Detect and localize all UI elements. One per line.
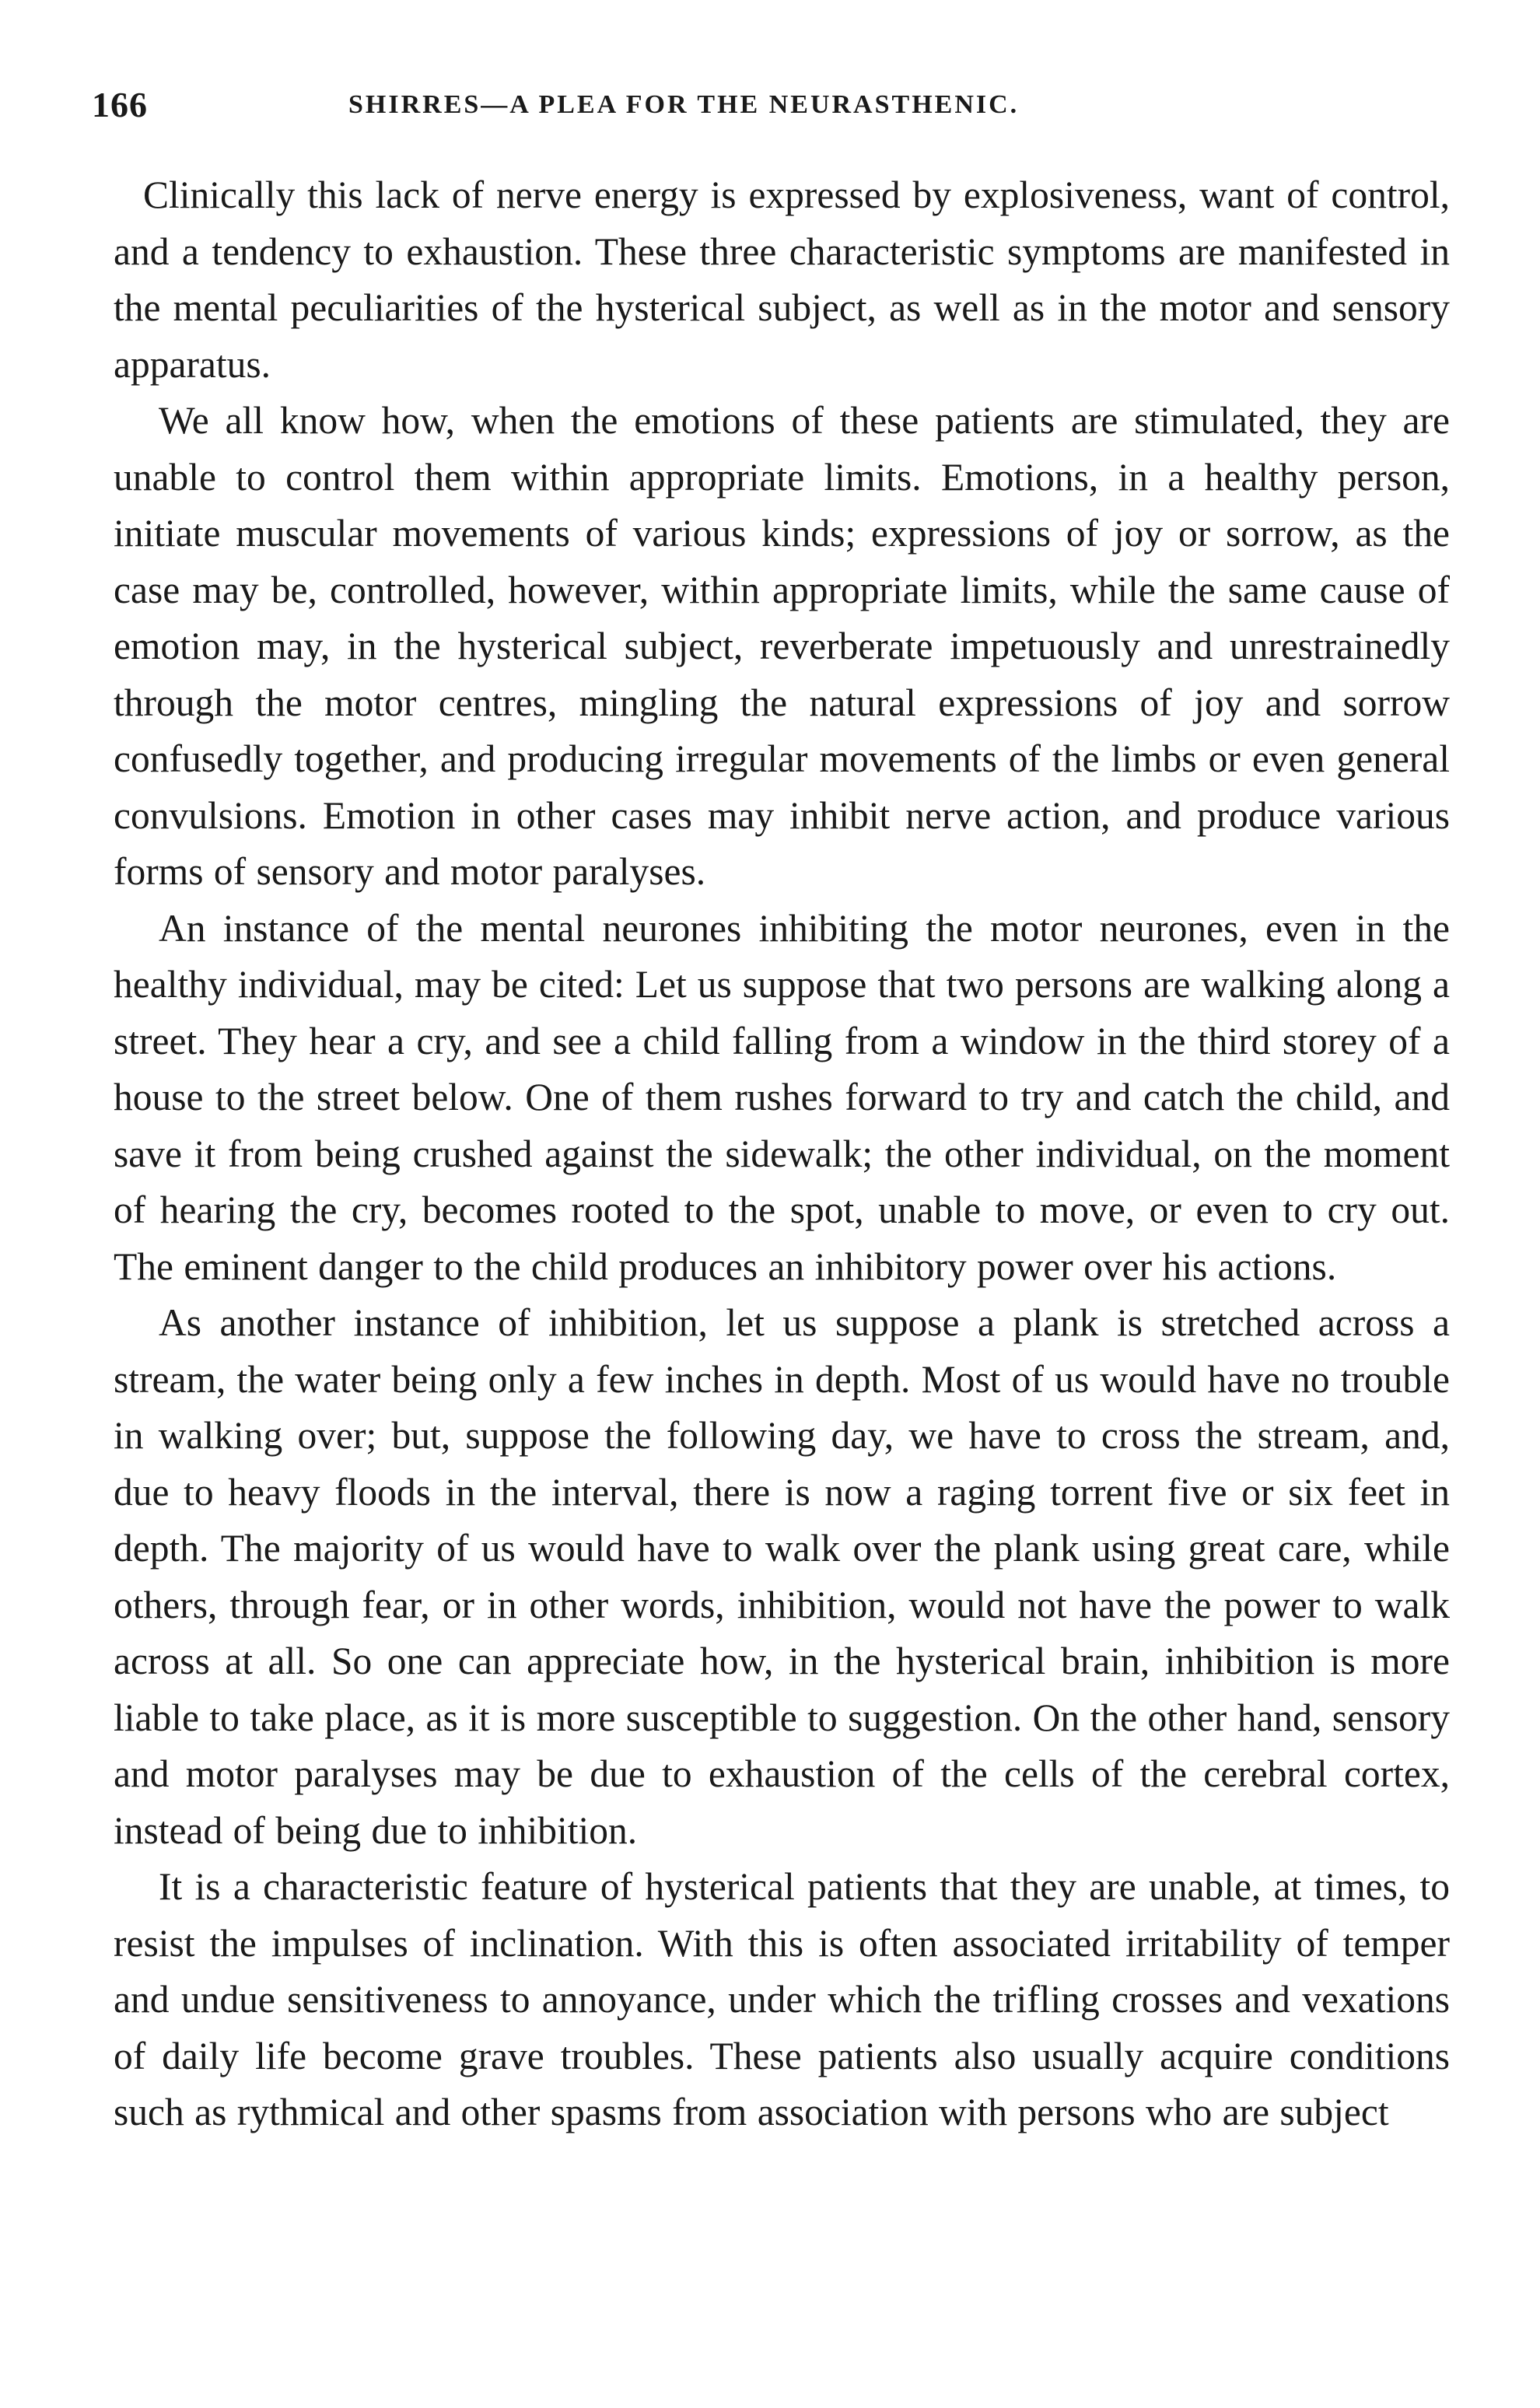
paragraph-inhibition-instance: As another instance of inhibition, let us suppose a plank is stretched across a stream, the water being only a few inches in depth. Most of us would have no trouble in walking over; but, suppose the following day, we have to cross the stream, and, due to heavy floods in the interval, there is now a raging torrent five or six feet in depth. The majority of us would have to walk over the plank using great care, while others, through fear, or in other words, inhibition, would not have the power to walk across at all. So one can appreciate how, in the hysterical brain, inhibition is more liable to take place, as it is more susceptible to suggestion. On the other hand, sensory and motor paralyses may be due to exhaustion of the cells of the cerebral cortex, instead of being due to inhibition. xyxy=(114,1301,1450,1852)
paragraph-clinical-symptoms: Clinically this lack of nerve energy is expressed by explosiveness, want of control, and a tendency to exhaustion. These three characteristic symptoms are manifested in the mental peculiarities of the hysterical subject, as well as in the motor and sensory apparatus. xyxy=(114,173,1450,386)
page-number: 166 xyxy=(92,85,148,124)
running-head xyxy=(92,84,1461,131)
paragraph-mental-neurones-instance: An instance of the mental neurones inhibiting the motor neurones, even in the healthy individual, may be cited: Let us suppose that two persons are walking along a street. They hear a cry, and see a child falling from a window in the third storey of a house to the street below. One of them rushes forward to try and catch the child, and save it from being crushed against the sidewalk; the other individual, on the moment of hearing the cry, becomes rooted to the spot, unable to move, or even to cry out. The eminent danger to the child produces an inhibitory power over his actions. xyxy=(114,906,1450,1288)
body-text xyxy=(114,167,1450,2141)
paragraph-emotions: We all know how, when the emotions of these patients are stimulated, they are unable to control them within appropriate limits. Emotions, in a healthy person, initiate muscular movements of various kinds; expressions of joy or sorrow, as the case may be, controlled, however, within appropriate limits, while the same cause of emotion may, in the hysterical subject, reverberate impetuously and unrestrainedly through the motor centres, mingling the natural expressions of joy and sorrow confusedly together, and producing irregular movements of the limbs or even general convulsions. Emotion in other cases may inhibit nerve action, and produce various forms of sensory and motor paralyses. xyxy=(114,399,1450,893)
paragraph-characteristic-feature: It is a characteristic feature of hysterical patients that they are unable, at times, to resist the impulses of inclination. With this is often associated irritability of temper and undue sensitiveness to annoyance, under which the trifling crosses and vexations of daily life become grave troubles. These patients also usually acquire conditions such as rythmical and other spasms from association with persons who are subject xyxy=(114,1865,1450,2133)
running-title: SHIRRES—A PLEA FOR THE NEURASTHENIC. xyxy=(348,90,1020,119)
